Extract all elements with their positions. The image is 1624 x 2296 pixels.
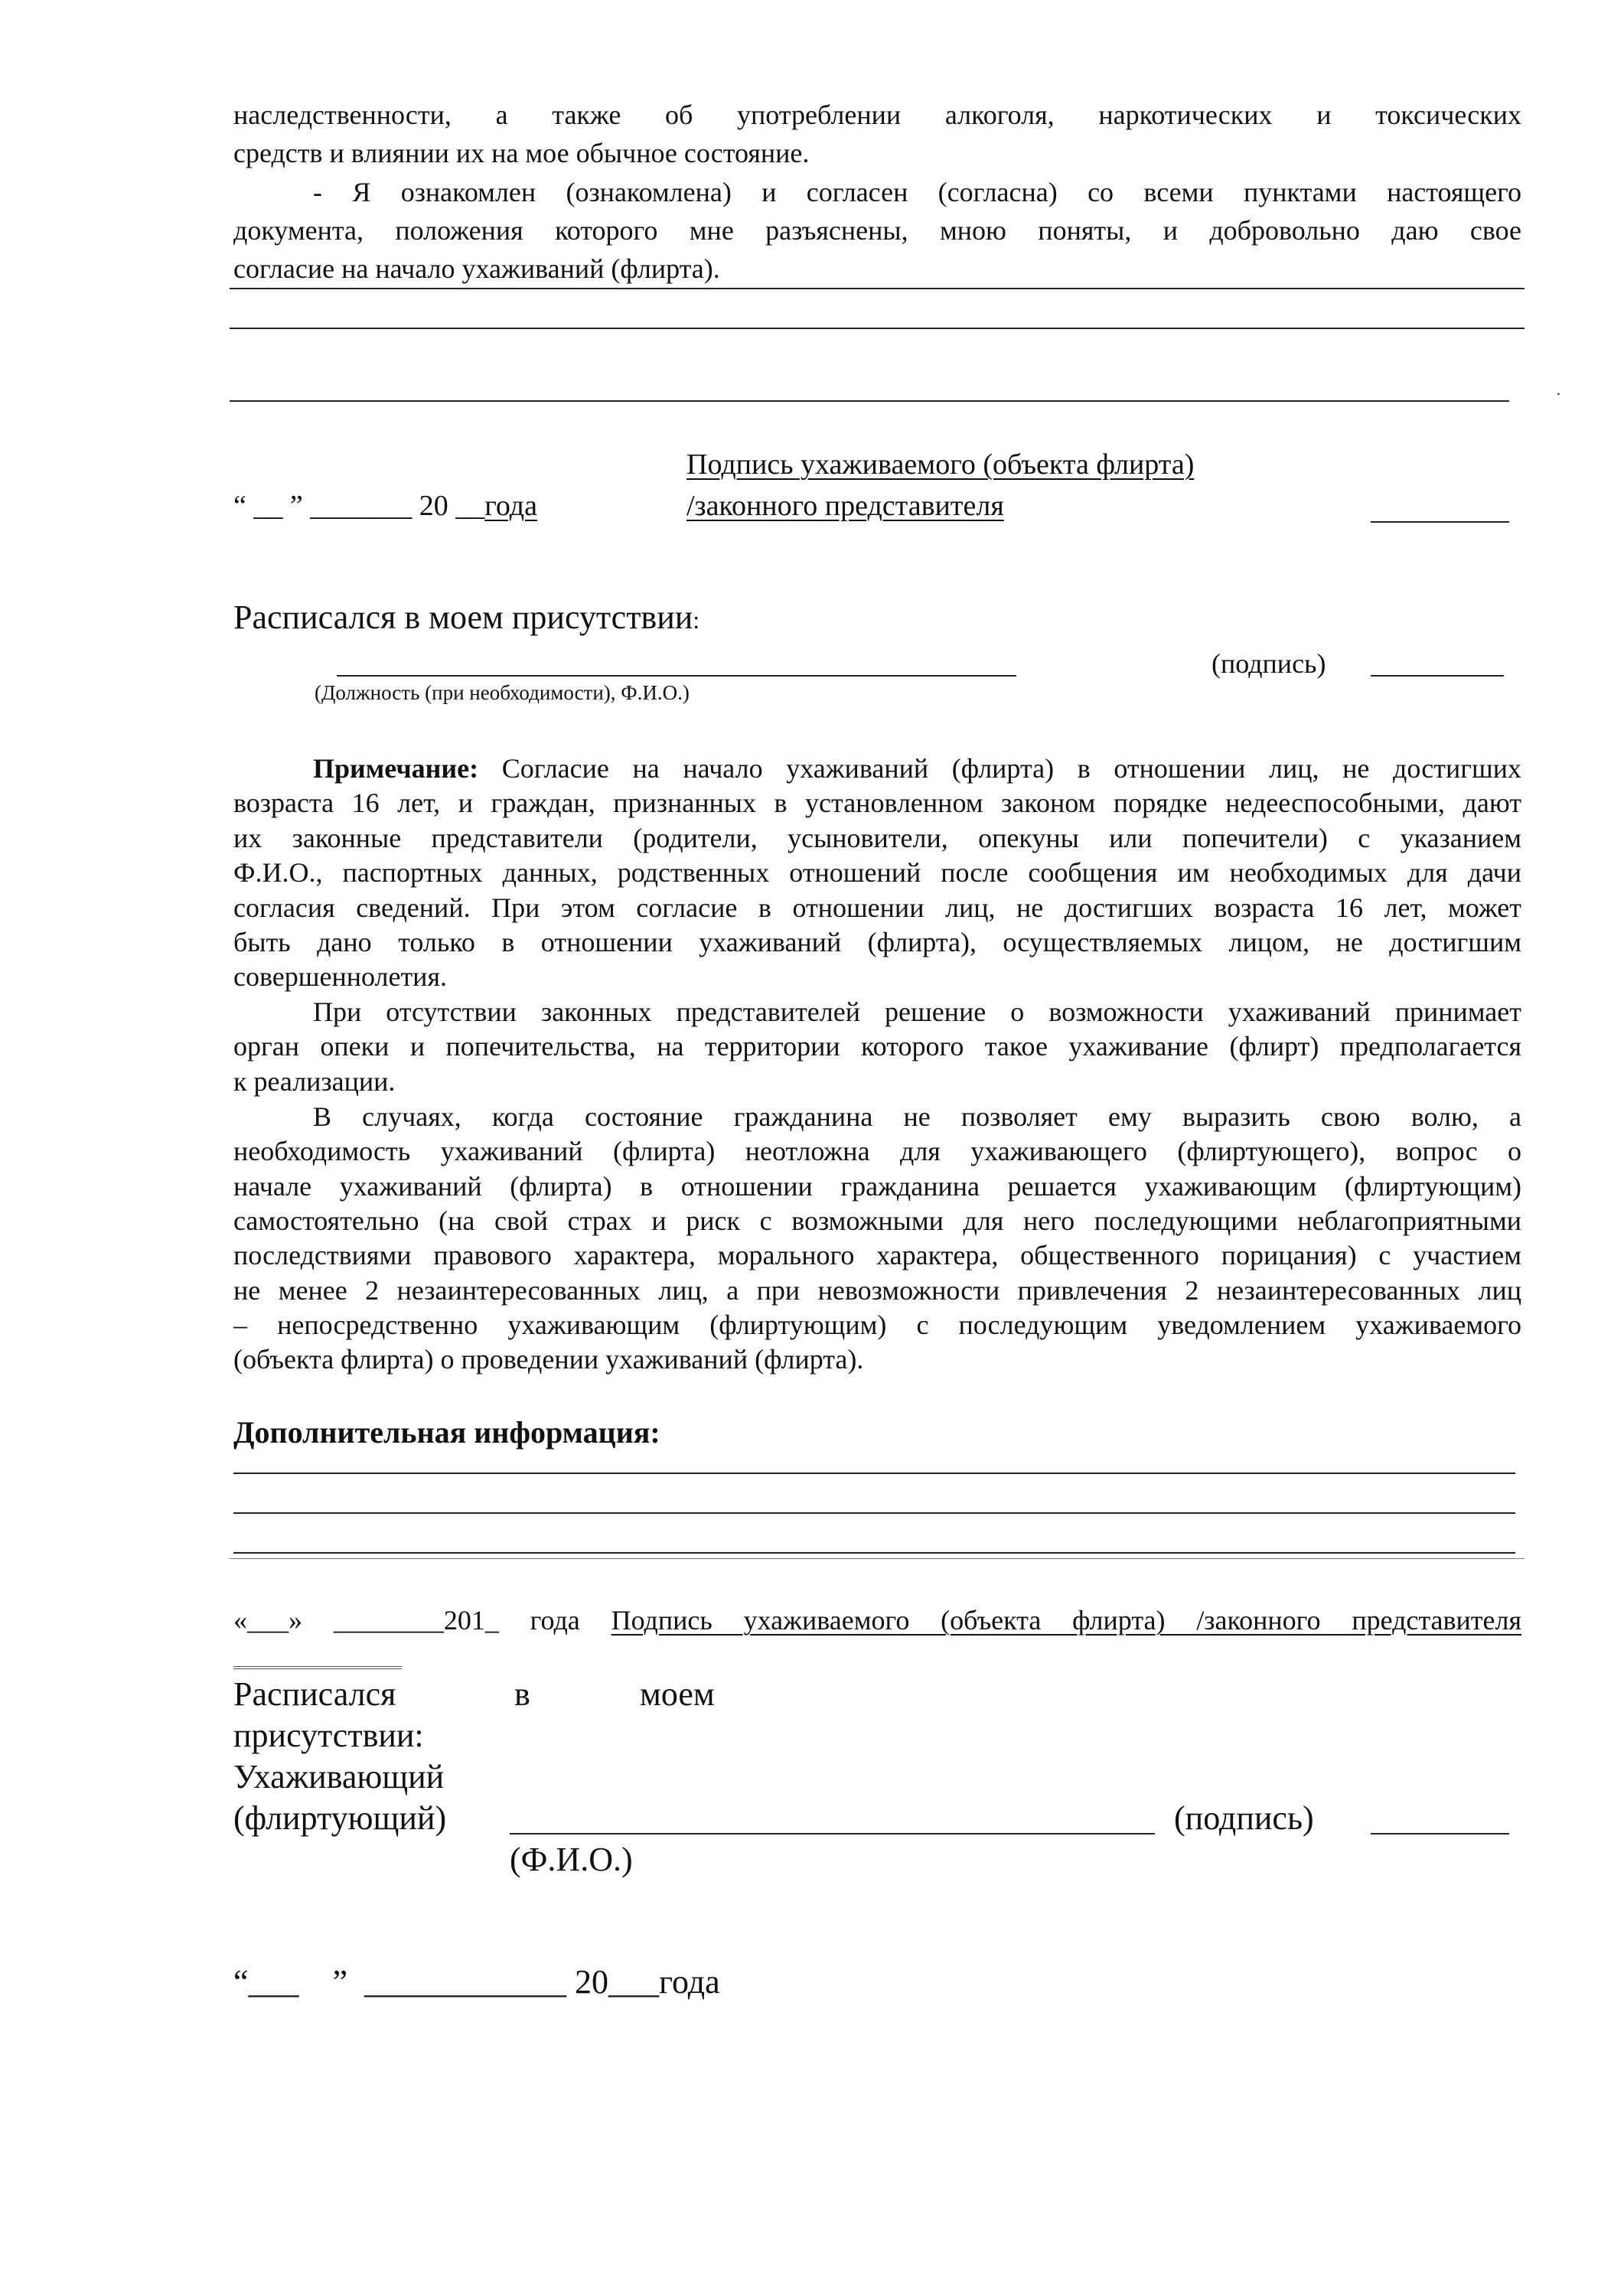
witness2-signature-blank[interactable] <box>1371 1833 1509 1835</box>
intro-line: наследственности, а также об употреблении алкоголя, наркотических и токсических <box>233 99 1521 130</box>
note-line: возраста 16 лет, и граждан, признанных в установленном законом порядке недееспособными, дают <box>233 788 1521 818</box>
stray-dot: . <box>1557 382 1560 399</box>
additional-heading <box>233 1417 660 1448</box>
witness2-line: (флиртующий) <box>233 1799 447 1837</box>
note-label: Примечание: <box>313 753 479 784</box>
witness2-caption: (Ф.И.О.) <box>510 1841 633 1878</box>
date-blanks: “ __ ” _______ 20 __ <box>233 490 485 522</box>
witness-caption: (Должность (при необходимости), Ф.И.О.) <box>315 681 690 704</box>
note-line: к реализации. <box>233 1066 396 1097</box>
blank-line <box>230 400 1509 402</box>
note-line: (объекта флирта) о проведении ухаживаний (флирта). <box>233 1344 864 1375</box>
note-line <box>313 751 1521 786</box>
year-word: года <box>530 1605 580 1636</box>
witness2-word: в <box>514 1675 530 1713</box>
witness2-word: Расписался <box>233 1675 396 1713</box>
note-line: совершеннолетия. <box>233 961 447 992</box>
witness2-name-blank[interactable] <box>510 1833 1155 1835</box>
blank-line <box>230 328 1525 329</box>
note-line: Ф.И.О., паспортных данных, родственных отношений после сообщения им необходимых для дачи <box>233 857 1521 888</box>
additional-line[interactable] <box>233 1512 1515 1514</box>
note-line: При отсутствии законных представителей решение о возможности ухаживаний принимает <box>313 996 1521 1027</box>
additional-line[interactable] <box>233 1473 1515 1474</box>
note-text: Согласие на начало ухаживаний (флирта) в отношении лиц, не достигших <box>478 753 1521 784</box>
note-line: согласия сведений. При этом согласие в отношении лиц, не достигших возраста 16 лет, может <box>233 892 1521 923</box>
intro-line: согласие на начало ухаживаний (флирта). <box>233 253 720 284</box>
day-blank: «___» <box>233 1605 302 1636</box>
witness-signature-blank <box>1371 675 1504 677</box>
note-line: начале ухаживаний (флирта) в отношении гражданина решается ухаживающим (флиртующим) <box>233 1171 1521 1202</box>
note-line: их законные представители (родители, усыновители, опекуны или попечители) с указанием <box>233 823 1521 853</box>
additional-line-thin <box>230 1558 1525 1559</box>
additional-line[interactable] <box>233 1552 1515 1554</box>
signature2-row <box>233 1603 1521 1638</box>
signature2-label: Подпись ухаживаемого (объекта флирта) /законного представителя <box>611 1605 1521 1636</box>
additional-heading-text: Дополнительная информация: <box>233 1415 660 1450</box>
witness-title <box>233 598 700 636</box>
note-line: В случаях, когда состояние гражданина не позволяет ему выразить свою волю, а <box>313 1101 1521 1132</box>
witness-colon: : <box>693 606 700 634</box>
witness-name-blank <box>337 675 1016 677</box>
note-line: самостоятельно (на свой страх и риск с возможными для него последующими неблагоприятными <box>233 1205 1521 1236</box>
signature-label-line2: /законного представителя <box>686 490 1004 522</box>
intro-line: документа, положения которого мне разъяснены, мною поняты, и добровольно даю свое <box>233 215 1521 246</box>
witness2-signature-label: (подпись) <box>1174 1799 1314 1837</box>
month-year-blank: ________201_ <box>333 1605 499 1636</box>
witness2-date: “___ ” ____________ 20___года <box>233 1963 720 2001</box>
note-line: орган опеки и попечительства, на территории которого такое ухаживание (флирт) предполагается <box>233 1031 1521 1062</box>
note-line: необходимость ухаживаний (флирта) неотложна для ухаживающего (флиртующего), вопрос о <box>233 1136 1521 1166</box>
witness2-line: присутствии: <box>233 1717 424 1754</box>
intro-line: средств и влиянии их на мое обычное состояние. <box>233 138 810 168</box>
note-line: быть дано только в отношении ухаживаний (флирта), осуществляемых лицом, не достигшим <box>233 927 1521 957</box>
signature2-blank <box>233 1666 402 1669</box>
witness-title-text: Расписался в моем присутствии <box>233 598 693 636</box>
witness2-word: моем <box>640 1675 715 1713</box>
signature-label-line1: Подпись ухаживаемого (объекта флирта) <box>686 448 1195 481</box>
note-line: последствиями правового характера, морального характера, общественного порицания) с участием <box>233 1240 1521 1270</box>
witness2-line: Ухаживающий <box>233 1758 445 1795</box>
signature-blank <box>1371 521 1509 523</box>
date-year-word: года <box>484 490 537 522</box>
witness-signature-label: (подпись) <box>1211 648 1326 679</box>
note-line: – непосредственно ухаживающим (флиртующим) с последующим уведомлением ухаживаемого <box>233 1309 1521 1340</box>
note-line: не менее 2 незаинтересованных лиц, а при невозможности привлечения 2 незаинтересованных лиц <box>233 1275 1521 1306</box>
blank-line <box>230 288 1525 289</box>
date-field <box>233 491 537 520</box>
intro-line: - Я ознакомлен (ознакомлена) и согласен (согласна) со всеми пунктами настоящего <box>313 177 1521 207</box>
